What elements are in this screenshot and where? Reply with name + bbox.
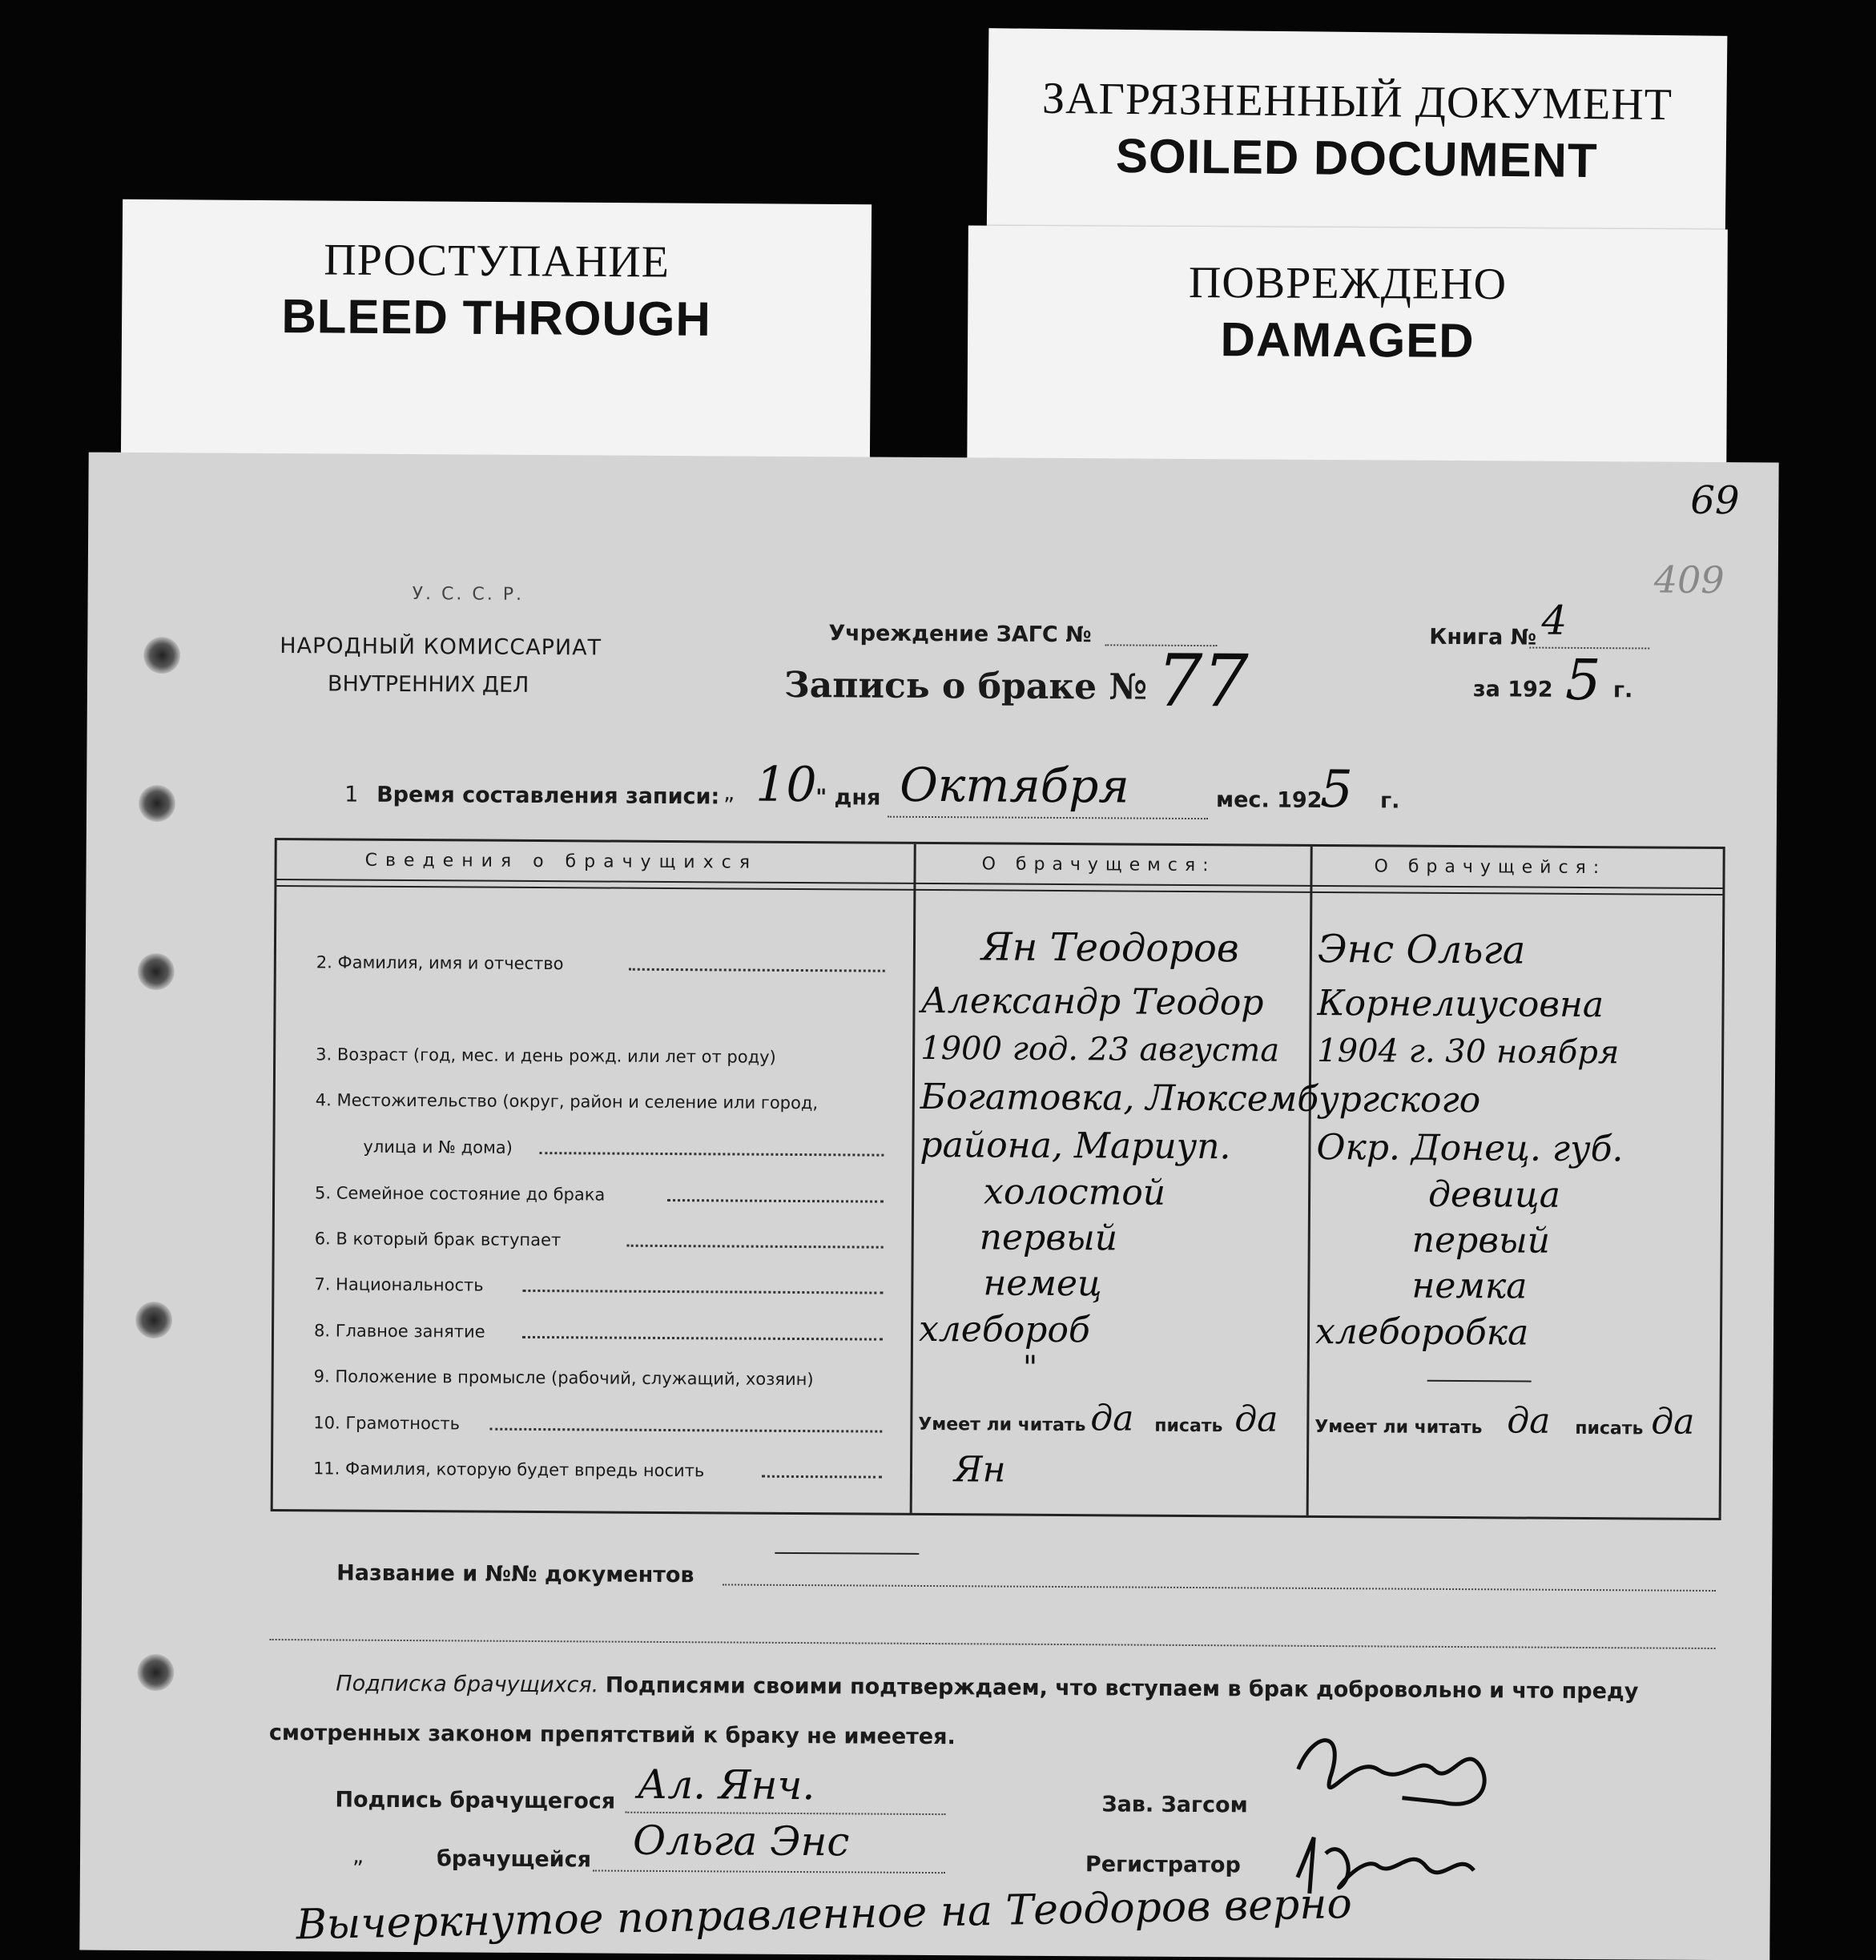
documents-label: Название и №№ документов [336, 1560, 694, 1588]
groom-occupation: хлебороб [918, 1308, 1090, 1351]
year-digit: 5 [1564, 646, 1601, 714]
page-number: 69 [1690, 477, 1740, 524]
row-dots [539, 1150, 884, 1157]
groom-nationality: немец [983, 1262, 1102, 1305]
pledge-paragraph [336, 1671, 1638, 1704]
groom-position: " [1022, 1349, 1038, 1386]
row-dots [522, 1288, 883, 1294]
pledge-text: Подписями своими подтверждаем, что вступаем в брак добровольно и что преду [605, 1672, 1639, 1704]
marriage-table [271, 838, 1725, 1520]
row-dots [489, 1427, 882, 1433]
row-label-literacy: 10. Грамотность [313, 1413, 461, 1434]
bride-nationality: немка [1411, 1265, 1528, 1307]
groom-read-value: да [1090, 1398, 1134, 1439]
bride-name-cont: Корнелиусовна [1317, 982, 1604, 1026]
marriage-record-sheet [79, 453, 1778, 1960]
row-label-status: 5. Семейное состояние до брака [315, 1183, 606, 1205]
bride-status: девица [1427, 1173, 1561, 1216]
zags-label: Учреждение ЗАГС № [828, 621, 1092, 648]
row-dots [522, 1334, 883, 1341]
card-ru-text: ЗАГРЯЗНЕННЫЙ ДОКУМЕНТ [1041, 73, 1673, 131]
book-number: 4 [1541, 597, 1568, 644]
date-month-label: мес. 192 [1216, 787, 1322, 813]
card-en-text: SOILED DOCUMENT [1115, 128, 1598, 188]
row-label-occupation: 8. Главное занятие [313, 1321, 485, 1342]
groom-name: Ян Теодоров [980, 924, 1239, 972]
documents-dash [775, 1552, 919, 1555]
groom-write-label: писать [1154, 1415, 1223, 1437]
punch-hole [143, 637, 180, 674]
groom-can-read-label: Умеет ли читать [918, 1414, 1086, 1436]
sig-groom-label: Подпись брачущегося [335, 1787, 616, 1814]
groom-status: холостой [983, 1171, 1166, 1213]
date-suffix: г. [1380, 788, 1400, 814]
punch-hole [135, 1302, 172, 1338]
soiled-document-card [987, 28, 1728, 252]
pledge-text-2: смотренных законом препятствий к браку не имеетея. [268, 1720, 956, 1750]
table-header-info: Сведения о брачущихся [364, 850, 759, 873]
zav-signature [1282, 1721, 1523, 1827]
row-label-position: 9. Положение в промысле (рабочий, служащий, хозяин) [313, 1366, 814, 1390]
groom-age: 1900 год. 23 августа [920, 1029, 1280, 1069]
zav-label: Зав. Загсом [1101, 1792, 1248, 1818]
punch-hole [137, 1654, 174, 1691]
row-dots [627, 1243, 884, 1249]
groom-write-value: да [1234, 1399, 1278, 1440]
sig-groom: Ал. Янч. [637, 1761, 815, 1809]
commissariat-line1: НАРОДНЫЙ КОМИССАРИАТ [280, 634, 602, 661]
table-header-groom: О брачущемся: [981, 854, 1216, 876]
sig-bride-quote: „ [352, 1843, 364, 1869]
sig-bride-label: брачущейся [436, 1846, 592, 1873]
date-year-digit: 5 [1319, 759, 1354, 820]
row-dots [629, 967, 885, 972]
year-suffix: г. [1612, 678, 1633, 703]
documents-line-2 [270, 1639, 1716, 1649]
row-label-nationality: 7. Национальность [314, 1274, 484, 1295]
groom-name-cont: Александр Теодор [920, 980, 1264, 1024]
correction-note: Вычеркнутое поправленное на Теодоров верно [296, 1879, 1353, 1950]
damaged-card [967, 226, 1728, 486]
record-number: 77 [1156, 638, 1249, 724]
date-day-suffix: " дня [815, 785, 881, 811]
date-day: 10 [755, 756, 817, 814]
date-line-label: Время составления записи: [376, 782, 720, 810]
row-label-residence: 4. Местожительство (округ, район и селение или город, [315, 1090, 819, 1113]
punch-hole [139, 785, 175, 822]
sig-groom-line [625, 1812, 945, 1815]
sig-bride: Ольга Энс [632, 1817, 850, 1865]
punch-hole [138, 953, 175, 990]
row-label-future-surname: 11. Фамилия, которую будет впредь носить [312, 1459, 705, 1481]
pledge-italic: Подписка брачущихся. [336, 1671, 599, 1698]
card-en-text: BLEED THROUGH [281, 289, 712, 346]
groom-residence: Богатовка, Люксембургского [920, 1076, 1481, 1121]
card-en-text: DAMAGED [1220, 312, 1475, 368]
groom-residence-cont: района, Мариуп. [920, 1124, 1231, 1168]
card-ru-text: ПОВРЕЖДЕНО [1188, 257, 1508, 310]
table-header-bride: О брачущейся: [1374, 856, 1607, 879]
bride-age: 1904 г. 30 ноября [1317, 1032, 1620, 1072]
documents-line [723, 1584, 1716, 1592]
bride-read-value: да [1507, 1400, 1551, 1442]
bride-name: Энс Ольга [1317, 926, 1526, 973]
row-label-street: улица и № дома) [363, 1137, 513, 1157]
bride-write-value: да [1651, 1401, 1695, 1443]
bleed-through-card [121, 199, 872, 469]
row-label-name: 2. Фамилия, имя и отчество [316, 952, 564, 974]
bride-write-label: писать [1575, 1418, 1644, 1439]
year-prefix: за 192 [1472, 677, 1553, 702]
bride-can-read-label: Умеет ли читать [1314, 1416, 1483, 1439]
record-title: Запись о браке № [783, 664, 1148, 708]
archive-number: 409 [1653, 557, 1725, 602]
row-dots [762, 1474, 882, 1479]
date-open-quote: „ [723, 780, 735, 806]
commissariat-line2: ВНУТРЕННИХ ДЕЛ [327, 671, 529, 698]
sig-bride-line [593, 1869, 945, 1873]
row-dots [667, 1197, 884, 1203]
card-ru-text: ПРОСТУПАНИЕ [324, 235, 670, 288]
month-line [888, 816, 1208, 819]
bride-which-marriage: первый [1411, 1219, 1551, 1262]
row-label-age: 3. Возраст (год, мес. и день рожд. или лет от роду) [316, 1044, 776, 1067]
groom-future-surname: Ян [953, 1449, 1006, 1491]
bride-position-dash [1427, 1380, 1532, 1382]
bride-residence-cont: Окр. Донец. губ. [1316, 1126, 1624, 1170]
groom-which-marriage: первый [979, 1217, 1118, 1259]
bride-occupation: хлеборобка [1314, 1310, 1529, 1354]
registrar-label: Регистратор [1085, 1852, 1241, 1878]
ussr-header: У. С. С. Р. [412, 584, 525, 605]
book-label: Книга № [1429, 624, 1537, 650]
row-label-which-marriage: 6. В который брак вступает [314, 1229, 562, 1250]
date-line-number: 1 [344, 782, 359, 807]
date-month: Октября [900, 757, 1129, 814]
